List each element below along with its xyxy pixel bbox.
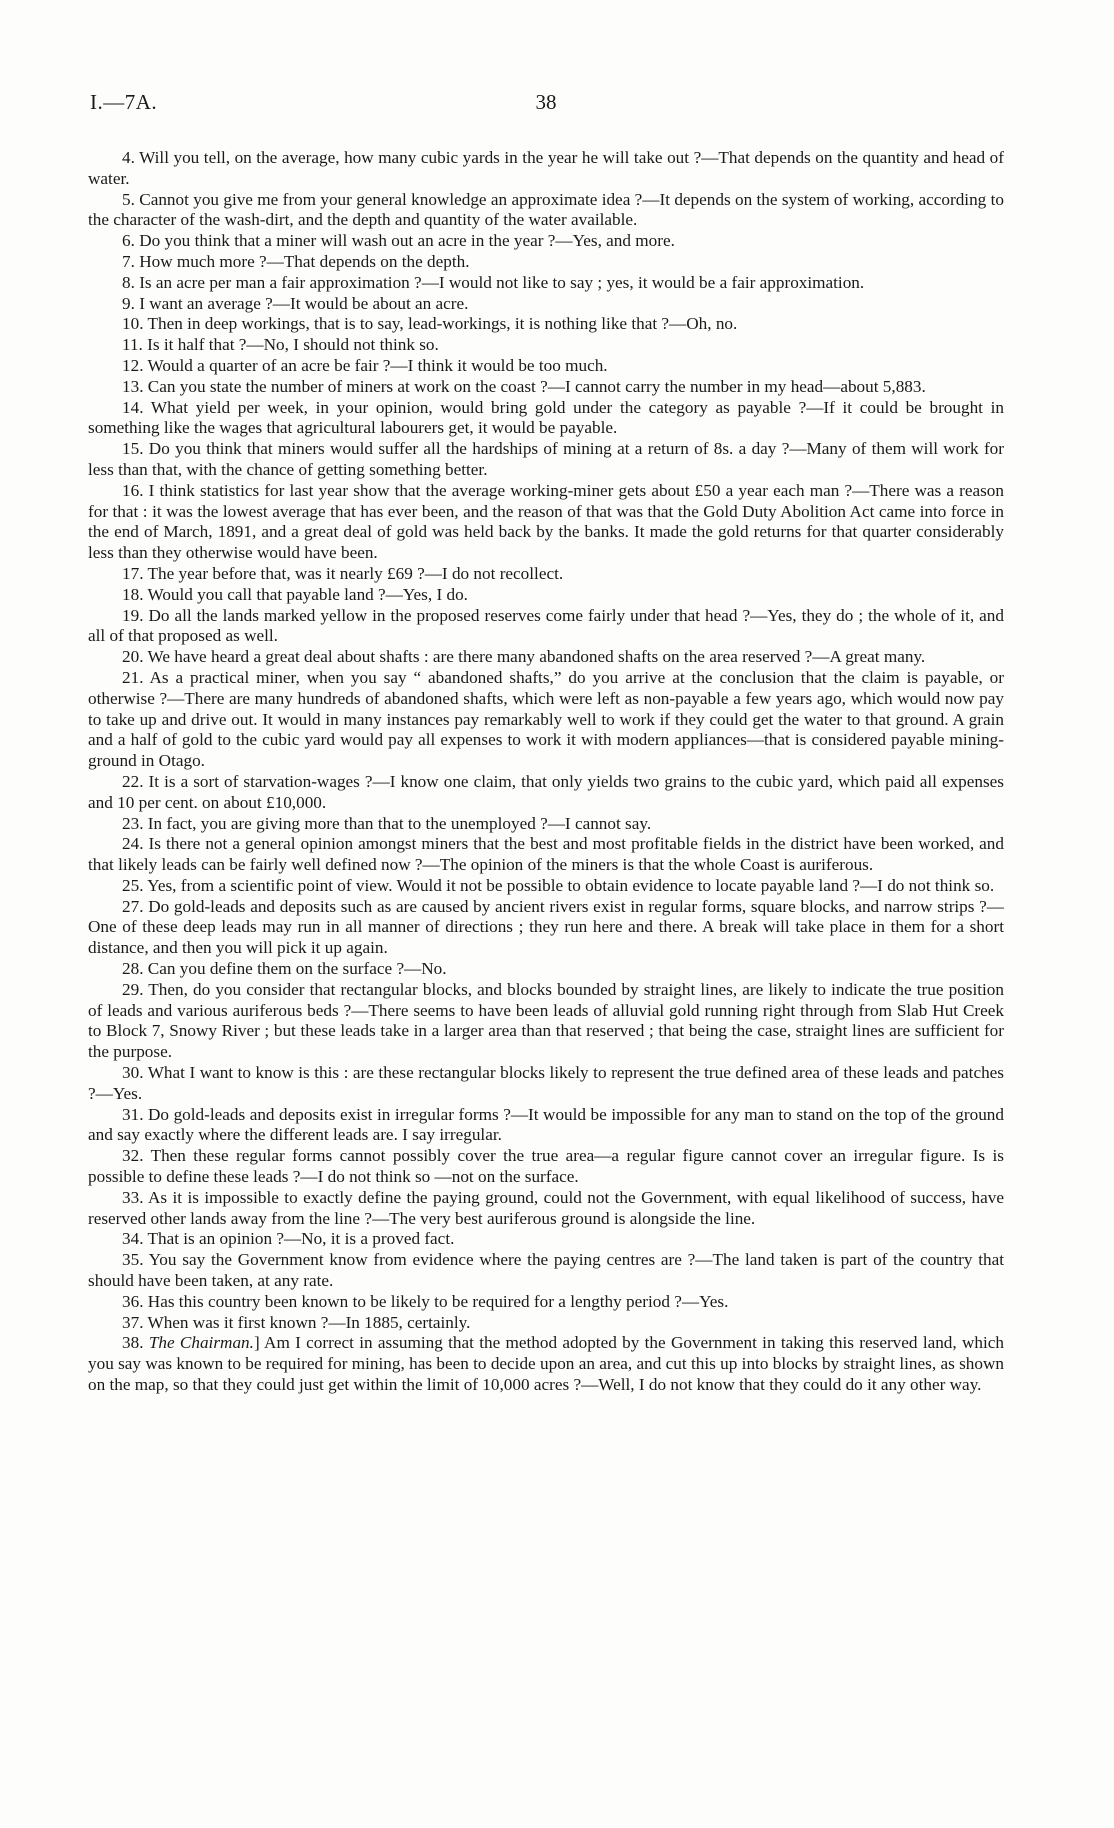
paragraph-q23: 23. In fact, you are giving more than that to the unemployed ?—I cannot say. xyxy=(122,813,652,833)
paragraph-q29: 29. Then, do you consider that rectangular blocks, and blocks bounded by straight lines, are likely to indicate the true position of leads and various auriferous beds ?—There seems to have been leads of alluvial gold running right through from Slab Hut Creek to Block 7, Snowy River ; but these leads take in a larger area than that reserved ; that being the case, straight lines are sufficient for the purpose. xyxy=(88,979,1004,1062)
paragraph-q19: 19. Do all the lands marked yellow in the proposed reserves come fairly under that head ?—Yes, they do ; the whole of it, and all of that proposed as well. xyxy=(88,605,1004,646)
paragraph-q5: 5. Cannot you give me from your general knowledge an approximate idea ?—It depends on the system of working, according to the character of the wash-dirt, and the depth and quantity of the water available. xyxy=(88,189,1004,230)
page-number: 38 xyxy=(535,90,557,114)
paragraph-q4: 4. Will you tell, on the average, how many cubic yards in the year he will take out ?—That depends on the quantity and head of water. xyxy=(88,148,1004,188)
paragraph-q16: 16. I think statistics for last year show that the average working-miner gets about £50 a year each man ?—There was a reason for that : it was the lowest average that has ever been, and the reason of that was that the Gold Duty Abolition Act came into force in the end of March, 1891, and a great deal of gold was held back by the banks. It made the gold returns for that quarter considerably less than they otherwise would have been. xyxy=(88,480,1004,563)
paragraph-q31: 31. Do gold-leads and deposits exist in irregular forms ?—It would be impossible for any man to stand on the top of the ground and say exactly where the different leads are. I say irregular. xyxy=(88,1104,1004,1145)
page-header xyxy=(90,90,1002,126)
paragraph-q12: 12. Would a quarter of an acre be fair ?—I think it would be too much. xyxy=(122,355,608,375)
paragraph-q36: 36. Has this country been known to be likely to be required for a lengthy period ?—Yes. xyxy=(122,1291,729,1311)
paragraph-q9: 9. I want an average ?—It would be about an acre. xyxy=(122,293,469,313)
paragraph-q32: 32. Then these regular forms cannot possibly cover the true area—a regular figure cannot cover an irregular figure. Is is possible to define these leads ?—I do not think so —not on the surface. xyxy=(88,1146,1004,1187)
paragraph-q35: 35. You say the Government know from evidence where the paying centres are ?—The land taken is part of the country that should have been taken, at any rate. xyxy=(88,1250,1004,1291)
paragraph-q24: 24. Is there not a general opinion amongst miners that the best and most profitable fields in the district have been worked, and that likely leads can be fairly well defined now ?—The opinion of the miners is that the whole Coast is auriferous. xyxy=(88,834,1004,875)
paragraph-q30: 30. What I want to know is this : are these rectangular blocks likely to represent the true defined area of these leads and patches ?—Yes. xyxy=(88,1063,1004,1103)
paragraph-q8: 8. Is an acre per man a fair approximation ?—I would not like to say ; yes, it would be a fair approximation. xyxy=(122,272,865,292)
paragraph-q38 xyxy=(88,1333,1004,1395)
paragraph-q14: 14. What yield per week, in your opinion, would bring gold under the category as payable ?—If it could be brought in something like the wages that agricultural labourers get, it would be payable. xyxy=(88,397,1004,438)
paragraph-q33: 33. As it is impossible to exactly define the paying ground, could not the Government, with equal likelihood of success, have reserved other lands away from the line ?—The very best auriferous ground is alongside the line. xyxy=(88,1187,1004,1228)
paragraph-q13: 13. Can you state the number of miners at work on the coast ?—I cannot carry the number in my head—about 5,883. xyxy=(122,376,926,396)
document-reference: I.—7A. xyxy=(90,90,158,114)
paragraph-q20: 20. We have heard a great deal about shafts : are there many abandoned shafts on the area reserved ?—A great many. xyxy=(122,647,926,667)
paragraph-q34: 34. That is an opinion ?—No, it is a proved fact. xyxy=(122,1229,455,1249)
paragraph-text: ] Am I correct in assuming that the method adopted by the Government in taking this reserved land, which you say was known to be required for mining, has been to decide upon an area, and cut this up into blocks by straight lines, as shown on the map, so that they could just get within the limit of 10,000 acres ?—Well, I do not know that they could do it any other way. xyxy=(88,1333,1005,1395)
paragraph-q27: 27. Do gold-leads and deposits such as are caused by ancient rivers exist in regular forms, square blocks, and narrow strips ?—One of these deep leads may run in all manner of directions ; they run here and there. A break will take place in them for a short distance, and then you will pick it up again. xyxy=(88,896,1004,958)
paragraph-q17: 17. The year before that, was it nearly £69 ?—I do not recollect. xyxy=(122,563,564,583)
paragraph-q6: 6. Do you think that a miner will wash out an acre in the year ?—Yes, and more. xyxy=(122,231,675,251)
paragraph-q11: 11. Is it half that ?—No, I should not think so. xyxy=(122,335,439,355)
paragraph-q37: 37. When was it first known ?—In 1885, certainly. xyxy=(122,1312,471,1332)
paragraph-q21: 21. As a practical miner, when you say “ abandoned shafts,” do you arrive at the conclusion that the claim is payable, or otherwise ?—There are many hundreds of abandoned shafts, which were left as non-payable a few years ago, which would now pay to take up and drive out. It would in many instances pay remarkably well to work if they could get the water to that ground. A grain and a half of gold to the cubic yard would pay all expenses to work it with modern appliances—that is considered payable mining-ground in Otago. xyxy=(88,667,1004,771)
paragraph-q18: 18. Would you call that payable land ?—Yes, I do. xyxy=(122,584,468,604)
paragraph-q15: 15. Do you think that miners would suffer all the hardships of mining at a return of 8s. a day ?—Many of them will work for less than that, with the chance of getting something better. xyxy=(88,439,1004,479)
paragraph-q22: 22. It is a sort of starvation-wages ?—I know one claim, that only yields two grains to the cubic yard, which paid all expenses and 10 per cent. on about £10,000. xyxy=(88,771,1004,812)
question-number: 38. xyxy=(122,1333,144,1353)
paragraph-q28: 28. Can you define them on the surface ?—No. xyxy=(122,959,447,979)
document-body xyxy=(88,148,1004,1396)
paragraph-q10: 10. Then in deep workings, that is to say, lead-workings, it is nothing like that ?—Oh, no. xyxy=(122,314,738,334)
paragraph-q25: 25. Yes, from a scientific point of view. Would it not be possible to obtain evidence to locate payable land ?—I do not think so. xyxy=(122,875,995,895)
paragraph-q7: 7. How much more ?—That depends on the depth. xyxy=(122,251,470,271)
speaker-name: The Chairman. xyxy=(148,1333,254,1353)
